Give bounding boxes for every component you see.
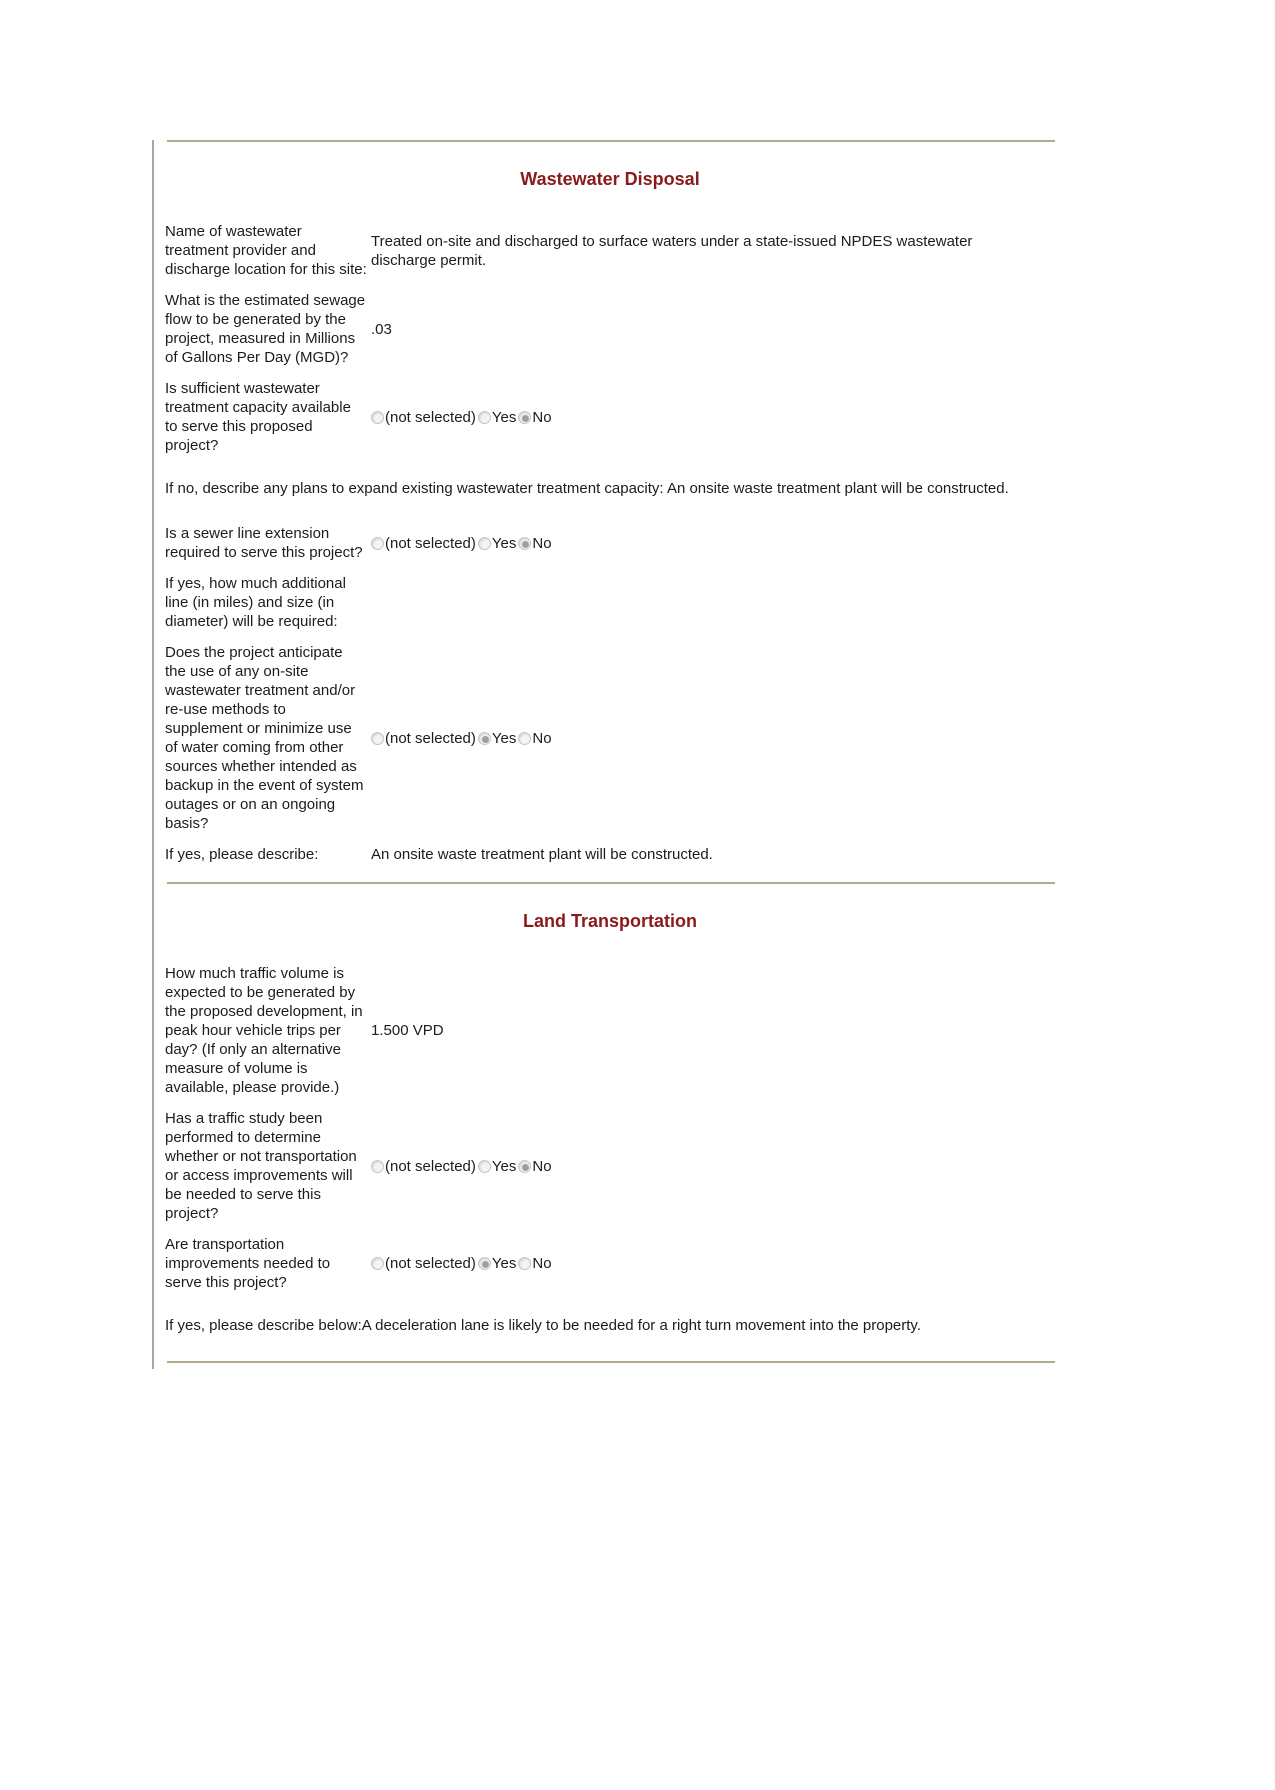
radio-option-no[interactable] (518, 1157, 551, 1176)
section-title-land-transportation: Land Transportation (522, 911, 697, 931)
radio-option-notselected[interactable] (371, 1157, 476, 1176)
radio-option-label: (not selected) (385, 729, 476, 747)
radio-selected-icon[interactable] (478, 1257, 491, 1270)
radio-option-label: No (532, 408, 552, 426)
section-divider-rule (167, 882, 1055, 884)
field-value: 1.500 VPD (371, 1022, 444, 1039)
radio-option-label: (not selected) (385, 534, 476, 552)
radio-group-onsite-treatment (371, 729, 554, 748)
radio-unselected-icon[interactable] (478, 411, 491, 424)
radio-option-label: Yes (491, 1255, 517, 1272)
section-land-transportation (165, 910, 1055, 1335)
radio-group-sufficient-capacity (371, 408, 554, 427)
radio-group-traffic-study (371, 1157, 554, 1176)
radio-option-label: Yes (491, 1157, 517, 1175)
field-value: .03 (371, 320, 392, 338)
radio-option-no[interactable] (518, 408, 551, 427)
field-value: An onsite waste treatment plant will be constructed. (371, 846, 713, 863)
radio-option-yes[interactable] (478, 534, 516, 553)
field-label: Has a traffic study been performed to determine whether or not transportation or access improvements will be needed to serve this project? (165, 1110, 357, 1222)
radio-group-transportation-improvements (371, 1254, 554, 1273)
radio-unselected-icon[interactable] (478, 537, 491, 550)
radio-unselected-icon[interactable] (371, 537, 384, 550)
field-label: Name of wastewater treatment provider and discharge location for this site: (165, 223, 367, 278)
inline-question-expand-capacity: If no, describe any plans to expand existing wastewater treatment capacity: An onsite waste treatment plant will be constructed. (165, 480, 1009, 497)
radio-unselected-icon[interactable] (371, 1257, 384, 1270)
radio-option-label: No (532, 1255, 552, 1272)
radio-option-label: (not selected) (385, 408, 476, 426)
field-additional-line-size (165, 574, 1055, 631)
radio-unselected-icon[interactable] (478, 1160, 491, 1173)
radio-option-notselected[interactable] (371, 729, 476, 748)
field-estimated-sewage-flow (165, 291, 1055, 367)
land-transportation-rows (165, 964, 1055, 1335)
field-label: Is a sewer line extension required to serve this project? (165, 525, 363, 561)
radio-unselected-icon[interactable] (518, 1257, 531, 1270)
top-rule (167, 140, 1055, 142)
field-onsite-treatment-reuse (165, 643, 1055, 833)
field-label: Is sufficient wastewater treatment capacity available to serve this proposed project? (165, 380, 351, 454)
radio-option-label: No (532, 1157, 552, 1175)
radio-option-notselected[interactable] (371, 534, 476, 553)
radio-option-label: Yes (491, 729, 517, 747)
form-sheet (152, 140, 1055, 1369)
field-label: What is the estimated sewage flow to be generated by the project, measured in Millions of Gallons Per Day (MGD)? (165, 292, 366, 366)
radio-selected-icon[interactable] (518, 411, 531, 424)
field-traffic-study-performed (165, 1109, 1055, 1223)
field-value: Treated on-site and discharged to surface waters under a state-issued NPDES wastewater discharge permit. (371, 232, 973, 269)
radio-group-sewer-line-extension (371, 534, 554, 553)
field-label: If yes, how much additional line (in miles) and size (in diameter) will be required: (165, 575, 346, 630)
field-wastewater-provider (165, 222, 1055, 279)
radio-option-label: (not selected) (385, 1157, 476, 1175)
radio-option-label: No (532, 534, 552, 552)
section-title-wastewater-disposal: Wastewater Disposal (520, 169, 700, 189)
radio-option-no[interactable] (518, 534, 551, 553)
radio-option-label: Yes (491, 408, 517, 426)
section-wastewater-disposal (165, 168, 1055, 864)
radio-unselected-icon[interactable] (371, 732, 384, 745)
radio-selected-icon[interactable] (478, 732, 491, 745)
radio-option-label: Yes (491, 534, 517, 552)
radio-unselected-icon[interactable] (371, 1160, 384, 1173)
radio-option-no[interactable] (518, 729, 551, 748)
field-sewer-line-extension (165, 524, 1055, 562)
radio-option-notselected[interactable] (371, 1254, 476, 1273)
radio-option-yes[interactable] (478, 1157, 516, 1176)
field-label: Does the project anticipate the use of any on-site wastewater treatment and/or re-use methods to supplement or minimize use of water coming from other sources whether intended as backup in the event of system outages or on an ongoing basis? (165, 644, 364, 832)
bottom-rule (167, 1361, 1055, 1363)
wastewater-rows (165, 222, 1055, 864)
radio-option-no[interactable] (518, 1254, 551, 1273)
radio-selected-icon[interactable] (518, 1160, 531, 1173)
field-label: Are transportation improvements needed to serve this project? (165, 1236, 331, 1291)
field-onsite-treatment-describe (165, 845, 1055, 864)
radio-unselected-icon[interactable] (518, 732, 531, 745)
radio-option-yes[interactable] (478, 729, 516, 748)
field-sufficient-treatment-capacity (165, 379, 1055, 455)
field-label: If yes, please describe: (165, 846, 319, 863)
radio-option-label: No (532, 729, 552, 747)
radio-option-yes[interactable] (478, 1254, 516, 1273)
radio-selected-icon[interactable] (518, 537, 531, 550)
radio-option-notselected[interactable] (371, 408, 476, 427)
field-label: How much traffic volume is expected to be generated by the proposed development, in peak hour vehicle trips per day? (If only an alternative measure of volume is available, please provide.) (165, 965, 363, 1096)
inline-question-describe-improvements: If yes, please describe below:A deceleration lane is likely to be needed for a right turn movement into the property. (165, 1317, 921, 1334)
radio-option-yes[interactable] (478, 408, 516, 427)
field-transportation-improvements (165, 1235, 1055, 1292)
radio-unselected-icon[interactable] (371, 411, 384, 424)
radio-option-label: (not selected) (385, 1255, 476, 1272)
field-traffic-volume (165, 964, 1055, 1097)
